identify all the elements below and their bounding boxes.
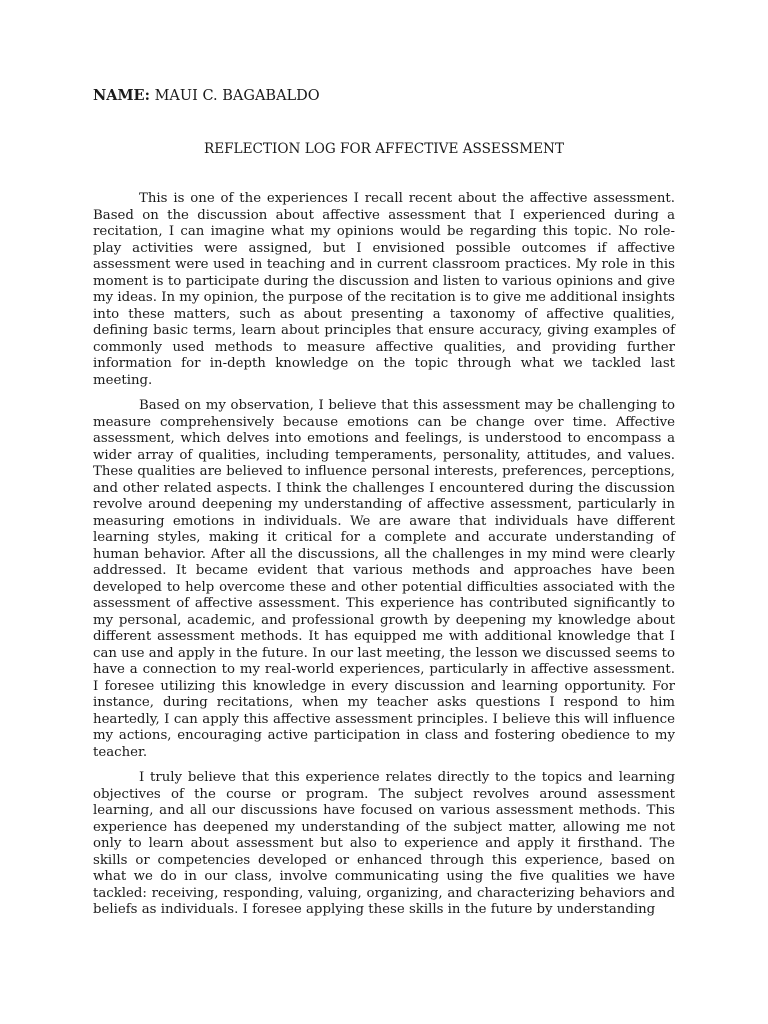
paragraph-3: I truly believe that this experience relates directly to the topics and learning objectives of the course or program. The subject revolves around assessment learning, and all our discussions have focused on various assessment methods. This experience has deepened my understanding of the subject matter, allowing me not only to learn about assessment but also to experience and apply it firsthand. The skills or competencies developed or enhanced through this experience, based on what we do in our class, involve communicating using the five qualities we have tackled: receiving, responding, valuing, organizing, and characterizing behaviors and beliefs as individuals. I foresee applying these skills in the future by understanding [93, 770, 675, 917]
name-value: MAUI C. BAGABALDO [154, 88, 320, 104]
document-title: REFLECTION LOG FOR AFFECTIVE ASSESSMENT [203, 141, 565, 157]
name-line [93, 86, 320, 106]
document-body [93, 191, 675, 928]
name-label: NAME: [93, 87, 150, 104]
paragraph-2: Based on my observation, I believe that this assessment may be challenging to measure comprehensively because emotions can be change over time. Affective assessment, which delves into emotions and feelings, is understood to encompass a wider array of qualities, including temperaments, personality, attitudes, and values. These qualities are believed to influence personal interests, preferences, perceptions, and other related aspects. I think the challenges I encountered during the discussion revolve around deepening my understanding of affective assessment, particularly in measuring emotions in individuals. We are aware that individuals have different learning styles, making it critical for a complete and accurate understanding of human behavior. After all the discussions, all the challenges in my mind were clearly addressed. It became evident that various methods and approaches have been developed to help overcome these and other potential difficulties associated with the assessment of affective assessment. This experience has contributed significantly to my personal, academic, and professional growth by deepening my knowledge about different assessment methods. It has equipped me with additional knowledge that I can use and apply in the future. In our last meeting, the lesson we discussed seems to have a connection to my real-world experiences, particularly in affective assessment. I foresee utilizing this knowledge in every discussion and learning opportunity. For instance, during recitations, when my teacher asks questions I respond to him heartedly, I can apply this affective assessment principles. I believe this will influence my actions, encouraging active participation in class and fostering obedience to my teacher. [93, 398, 675, 760]
paragraph-1: This is one of the experiences I recall recent about the affective assessment. Based on the discussion about affective assessment that I experienced during a recitation, I can imagine what my opinions would be regarding this topic. No role-play activities were assigned, but I envisioned possible outcomes if affective assessment were used in teaching and in current classroom practices. My role in this moment is to participate during the discussion and listen to various opinions and give my ideas. In my opinion, the purpose of the recitation is to give me additional insights into these matters, such as about presenting a taxonomy of affective qualities, defining basic terms, learn about principles that ensure accuracy, giving examples of commonly used methods to measure affective qualities, and providing further information for in-depth knowledge on the topic through what we tackled last meeting. [93, 191, 675, 388]
